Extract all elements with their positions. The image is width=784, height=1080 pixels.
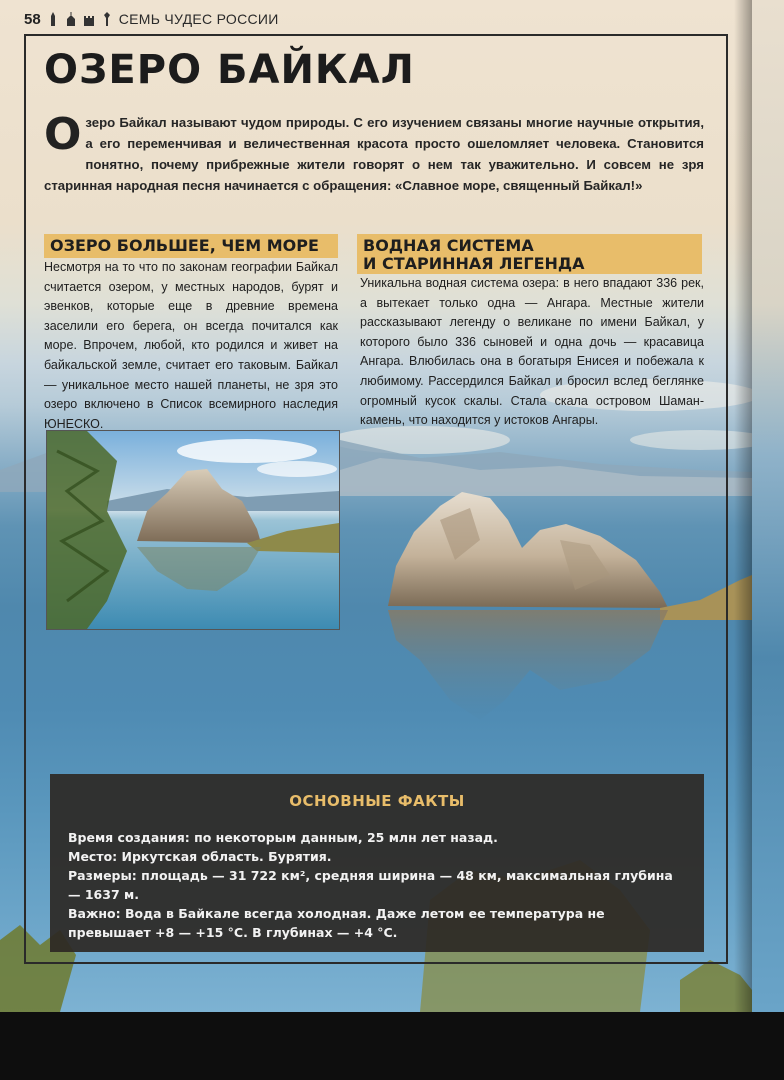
- page-header: [24, 8, 279, 30]
- section-text-right: Уникальна водная система озера: в него впадают 336 рек, а вытекает только одна — Ангара. Местные жители рассказывают легенду о великане по имени Байкал, у которого было 336 сыновей и одна дочь — красавица Ангара. Влюбилась она в богатыря Енисея и побежала к любимому. Рассердился Байкал и бросил вслед беглянке огромный кусок скалы. Стала скала островом Шаман-камень, что находится у истоков Ангары.: [360, 276, 704, 428]
- intro-paragraph: [44, 109, 704, 196]
- section-heading-left: [44, 234, 338, 258]
- section-heading-right-line1: ВОДНАЯ СИСТЕМА: [363, 236, 534, 255]
- article-title: ОЗЕРО БАЙКАЛ: [44, 47, 415, 93]
- section-heading-right: [357, 234, 702, 274]
- shaman-rock-photo: [47, 431, 339, 629]
- key-facts-box: [50, 774, 704, 952]
- scan-background: [0, 1012, 784, 1080]
- page-number: 58: [24, 10, 41, 28]
- church-icon: [65, 11, 77, 27]
- tower-icon: [47, 11, 59, 27]
- section-text-left: Несмотря на то что по законам географии Байкал считается озером, у местных народов, бурят и эвенков, которые еще в древние времена заселили его берега, он всегда почитался как море. Впрочем, любой, кто родился и живет на байкальской земле, считает его таковым. Байкал — уникальное место нашей планеты, не зря это озеро включено в Список всемирного наследия ЮНЕСКО.: [44, 260, 338, 431]
- section-heading-left-text: ОЗЕРО БОЛЬШЕЕ, ЧЕМ МОРЕ: [50, 236, 319, 255]
- key-facts-heading: ОСНОВНЫЕ ФАКТЫ: [289, 792, 465, 810]
- statue-icon: [101, 11, 113, 27]
- fact-origin: Время создания: по некоторым данным, 25 млн лет назад.: [68, 830, 498, 845]
- inset-photo: [46, 430, 340, 630]
- intro-text: зеро Байкал называют чудом природы. С его изучением связаны многие научные открытия, а его переменчивая и величественная красота просто ошеломляет человека. Становится понятно, почему прибрежные жители говорят о нем так уважительно. И совсем не зря старинная народная песня начинается с обращения: «Славное море, священный Байкал!»: [44, 115, 704, 193]
- section-heading-right-line2: И СТАРИННАЯ ЛЕГЕНДА: [363, 254, 585, 273]
- fact-dimensions: Размеры: площадь — 31 722 км², средняя ширина — 48 км, максимальная глубина — 1637 м.: [68, 868, 673, 902]
- next-page-edge: [752, 0, 784, 1012]
- fact-location: Место: Иркутская область. Бурятия.: [68, 849, 332, 864]
- drop-cap: О: [44, 109, 82, 160]
- fact-temperature: Важно: Вода в Байкале всегда холодная. Даже летом ее температура не превышает +8 — +15 °С. В глубинах — +4 °С.: [68, 906, 605, 940]
- section-title: СЕМЬ ЧУДЕС РОССИИ: [118, 11, 279, 27]
- castle-icon: [83, 11, 95, 27]
